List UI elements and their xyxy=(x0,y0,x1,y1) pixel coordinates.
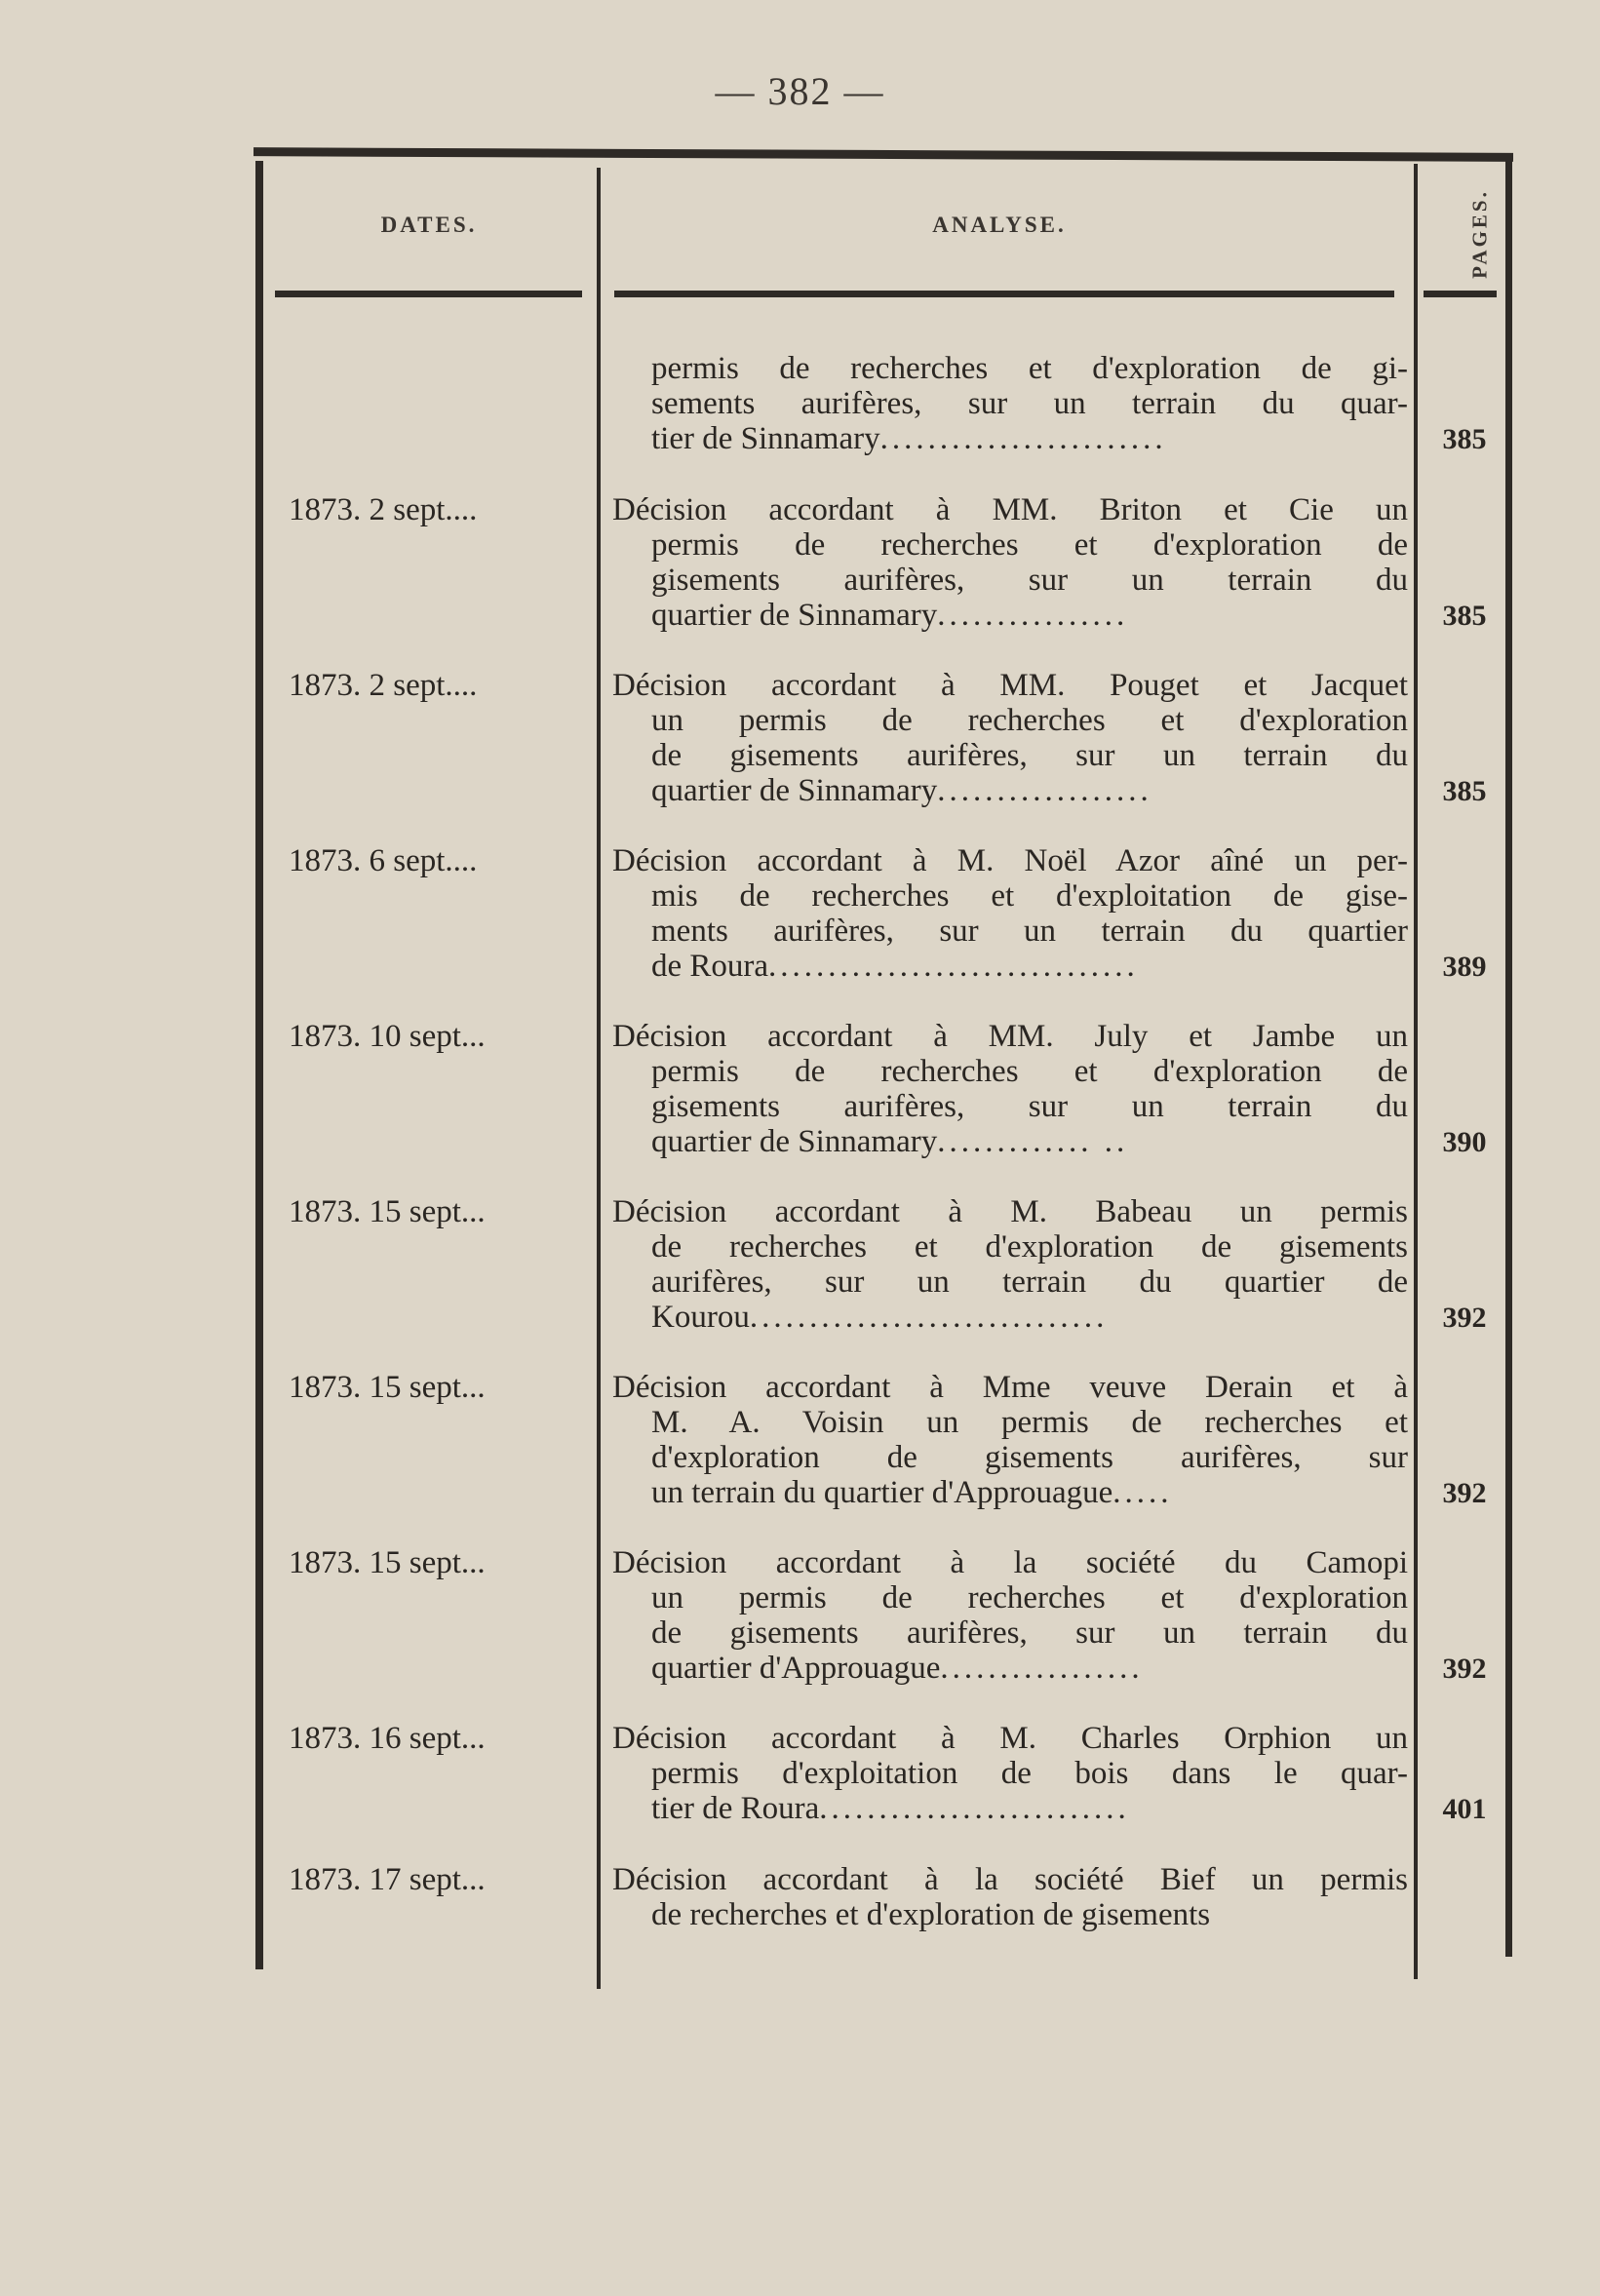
analyse-text: permis de recherches et d'exploration de xyxy=(651,527,1408,563)
leader-dots: .......................... xyxy=(819,1791,1130,1826)
analyse-text: un terrain du quartier d'Approuague xyxy=(651,1475,1113,1510)
leader-dots: .............................. xyxy=(749,1300,1109,1335)
analyse-text: Décision accordant à MM. Briton et Cie un xyxy=(612,492,1408,527)
leader-dots: ..... xyxy=(1112,1475,1173,1510)
analyse-text: gisements aurifères, sur un terrain du xyxy=(651,1089,1408,1124)
entry-date: 1873. 15 sept... xyxy=(289,1194,486,1229)
analyse-line xyxy=(612,598,1408,633)
page-number: — 382 — xyxy=(715,69,885,113)
analyse-text: tier de Roura xyxy=(651,1791,820,1826)
header-rule-analyse xyxy=(614,291,1394,297)
top-rule xyxy=(254,147,1513,162)
analyse-text: mis de recherches et d'exploitation de gise- xyxy=(651,878,1408,914)
left-border xyxy=(255,161,263,1969)
header-analyse: ANALYSE. xyxy=(932,213,1067,237)
entry-page-number: 392 xyxy=(1442,1477,1487,1509)
entry-date: 1873. 15 sept... xyxy=(289,1545,486,1580)
analyse-text: de gisements aurifères, sur un terrain du xyxy=(651,1615,1408,1651)
leader-dots: ........................ xyxy=(879,421,1167,456)
analyse-text: Décision accordant à la société Bief un permis xyxy=(612,1862,1408,1897)
analyse-line xyxy=(612,386,1408,421)
analyse-text: quartier d'Approuague xyxy=(651,1651,941,1686)
analyse-text: quartier de Sinnamary xyxy=(651,1124,938,1159)
analyse-text: permis de recherches et d'exploration de gi- xyxy=(651,351,1408,386)
analyse-line xyxy=(612,914,1408,949)
entry-page-number: 385 xyxy=(1442,423,1487,455)
analyse-text: Décision accordant à MM. July et Jambe un xyxy=(612,1019,1408,1054)
analyse-line xyxy=(612,1194,1408,1229)
analyse-text: aurifères, sur un terrain du quartier de xyxy=(651,1265,1408,1300)
entry-analyse xyxy=(612,843,1408,984)
analyse-line xyxy=(612,878,1408,914)
analyse-line xyxy=(612,1756,1408,1791)
leader-dots: ................. xyxy=(940,1651,1144,1686)
analyse-line xyxy=(612,773,1408,808)
entry-analyse xyxy=(612,1370,1408,1510)
entry-page-number: 389 xyxy=(1442,951,1487,983)
analyse-text: Décision accordant à la société du Camopi xyxy=(612,1545,1408,1580)
analyse-text: quartier de Sinnamary xyxy=(651,773,938,808)
entry-page-number: 390 xyxy=(1442,1126,1487,1158)
analyse-line xyxy=(612,1370,1408,1405)
analyse-line xyxy=(612,1791,1408,1826)
entry-analyse xyxy=(612,1721,1408,1826)
entry-page-number: 392 xyxy=(1442,1653,1487,1685)
entry-analyse xyxy=(612,1545,1408,1686)
analyse-text: Décision accordant à M. Charles Orphion un xyxy=(612,1721,1408,1756)
analyse-line xyxy=(612,1545,1408,1580)
entry-analyse xyxy=(612,1194,1408,1335)
header-rule-pages xyxy=(1424,291,1497,297)
entry-analyse xyxy=(612,1019,1408,1159)
analyse-text: Kourou xyxy=(651,1300,750,1335)
analyse-text: permis de recherches et d'exploration de xyxy=(651,1054,1408,1089)
entry-analyse xyxy=(612,668,1408,808)
entry-page-number: 401 xyxy=(1442,1793,1487,1825)
analyse-line xyxy=(612,1897,1408,1932)
entry-page-number: 385 xyxy=(1442,775,1487,807)
entry-date: 1873. 10 sept... xyxy=(289,1019,486,1054)
entry-date: 1873. 17 sept... xyxy=(289,1862,486,1897)
analyse-text: de gisements aurifères, sur un terrain du xyxy=(651,738,1408,773)
analyse-line xyxy=(612,949,1408,984)
entry-page-number: 385 xyxy=(1442,600,1487,632)
entry-date: 1873. 15 sept... xyxy=(289,1370,486,1405)
analyse-text: permis d'exploitation de bois dans le quar- xyxy=(651,1756,1408,1791)
analyse-text: tier de Sinnamary xyxy=(651,421,880,456)
analyse-text: Décision accordant à M. Noël Azor aîné un per- xyxy=(612,843,1408,878)
entry-date: 1873. 2 sept.... xyxy=(289,668,478,703)
analyse-line xyxy=(612,1651,1408,1686)
entry-date: 1873. 6 sept.... xyxy=(289,843,478,878)
analyse-text: Décision accordant à Mme veuve Derain et à xyxy=(612,1370,1408,1405)
entry-date: 1873. 16 sept... xyxy=(289,1721,486,1756)
analyse-line xyxy=(612,1300,1408,1335)
analyse-line xyxy=(612,1124,1408,1159)
analyse-text: sements aurifères, sur un terrain du quar- xyxy=(651,386,1408,421)
analyse-line xyxy=(612,1405,1408,1440)
analyse-line xyxy=(612,1089,1408,1124)
analyse-line xyxy=(612,1054,1408,1089)
analyse-line xyxy=(612,1229,1408,1265)
entry-analyse xyxy=(612,492,1408,633)
analyse-text: un permis de recherches et d'exploration xyxy=(651,703,1408,738)
analyse-line xyxy=(612,1862,1408,1897)
analyse-column-divider xyxy=(1414,164,1418,1979)
analyse-line xyxy=(612,1440,1408,1475)
analyse-text: M. A. Voisin un permis de recherches et xyxy=(651,1405,1408,1440)
analyse-line xyxy=(612,1265,1408,1300)
header-rule-dates xyxy=(275,291,582,297)
analyse-text: ments aurifères, sur un terrain du quartier xyxy=(651,914,1408,949)
analyse-line xyxy=(612,668,1408,703)
leader-dots: ................ xyxy=(937,598,1129,633)
header-dates: DATES. xyxy=(380,213,478,237)
analyse-line xyxy=(612,738,1408,773)
leader-dots: ............................... xyxy=(768,949,1139,984)
analyse-text: Décision accordant à MM. Pouget et Jacquet xyxy=(612,668,1408,703)
analyse-line xyxy=(612,1475,1408,1510)
analyse-line xyxy=(612,843,1408,878)
analyse-text: de Roura xyxy=(651,949,769,984)
analyse-text: gisements aurifères, sur un terrain du xyxy=(651,563,1408,598)
analyse-line xyxy=(612,703,1408,738)
entry-page-number: 392 xyxy=(1442,1302,1487,1334)
analyse-line xyxy=(612,421,1408,456)
analyse-line xyxy=(612,527,1408,563)
analyse-line xyxy=(612,1580,1408,1615)
analyse-text: un permis de recherches et d'exploration xyxy=(651,1580,1408,1615)
entry-date: 1873. 2 sept.... xyxy=(289,492,478,527)
entry-analyse xyxy=(612,1862,1408,1932)
leader-dots: .................. xyxy=(937,773,1152,808)
analyse-line xyxy=(612,1019,1408,1054)
leader-dots: ............. .. xyxy=(937,1124,1129,1159)
analyse-line xyxy=(612,1615,1408,1651)
analyse-line xyxy=(612,563,1408,598)
analyse-text: Décision accordant à M. Babeau un permis xyxy=(612,1194,1408,1229)
analyse-text: quartier de Sinnamary xyxy=(651,598,938,633)
analyse-text: de recherches et d'exploration de gisements xyxy=(651,1229,1408,1265)
analyse-text: de recherches et d'exploration de gisements xyxy=(651,1897,1211,1932)
analyse-line xyxy=(612,1721,1408,1756)
analyse-line xyxy=(612,492,1408,527)
analyse-text: d'exploration de gisements aurifères, sur xyxy=(651,1440,1408,1475)
dates-column-divider xyxy=(597,168,601,1989)
entry-analyse xyxy=(612,351,1408,456)
right-border xyxy=(1505,158,1512,1957)
analyse-line xyxy=(612,351,1408,386)
header-pages: PAGES. xyxy=(1467,189,1492,279)
